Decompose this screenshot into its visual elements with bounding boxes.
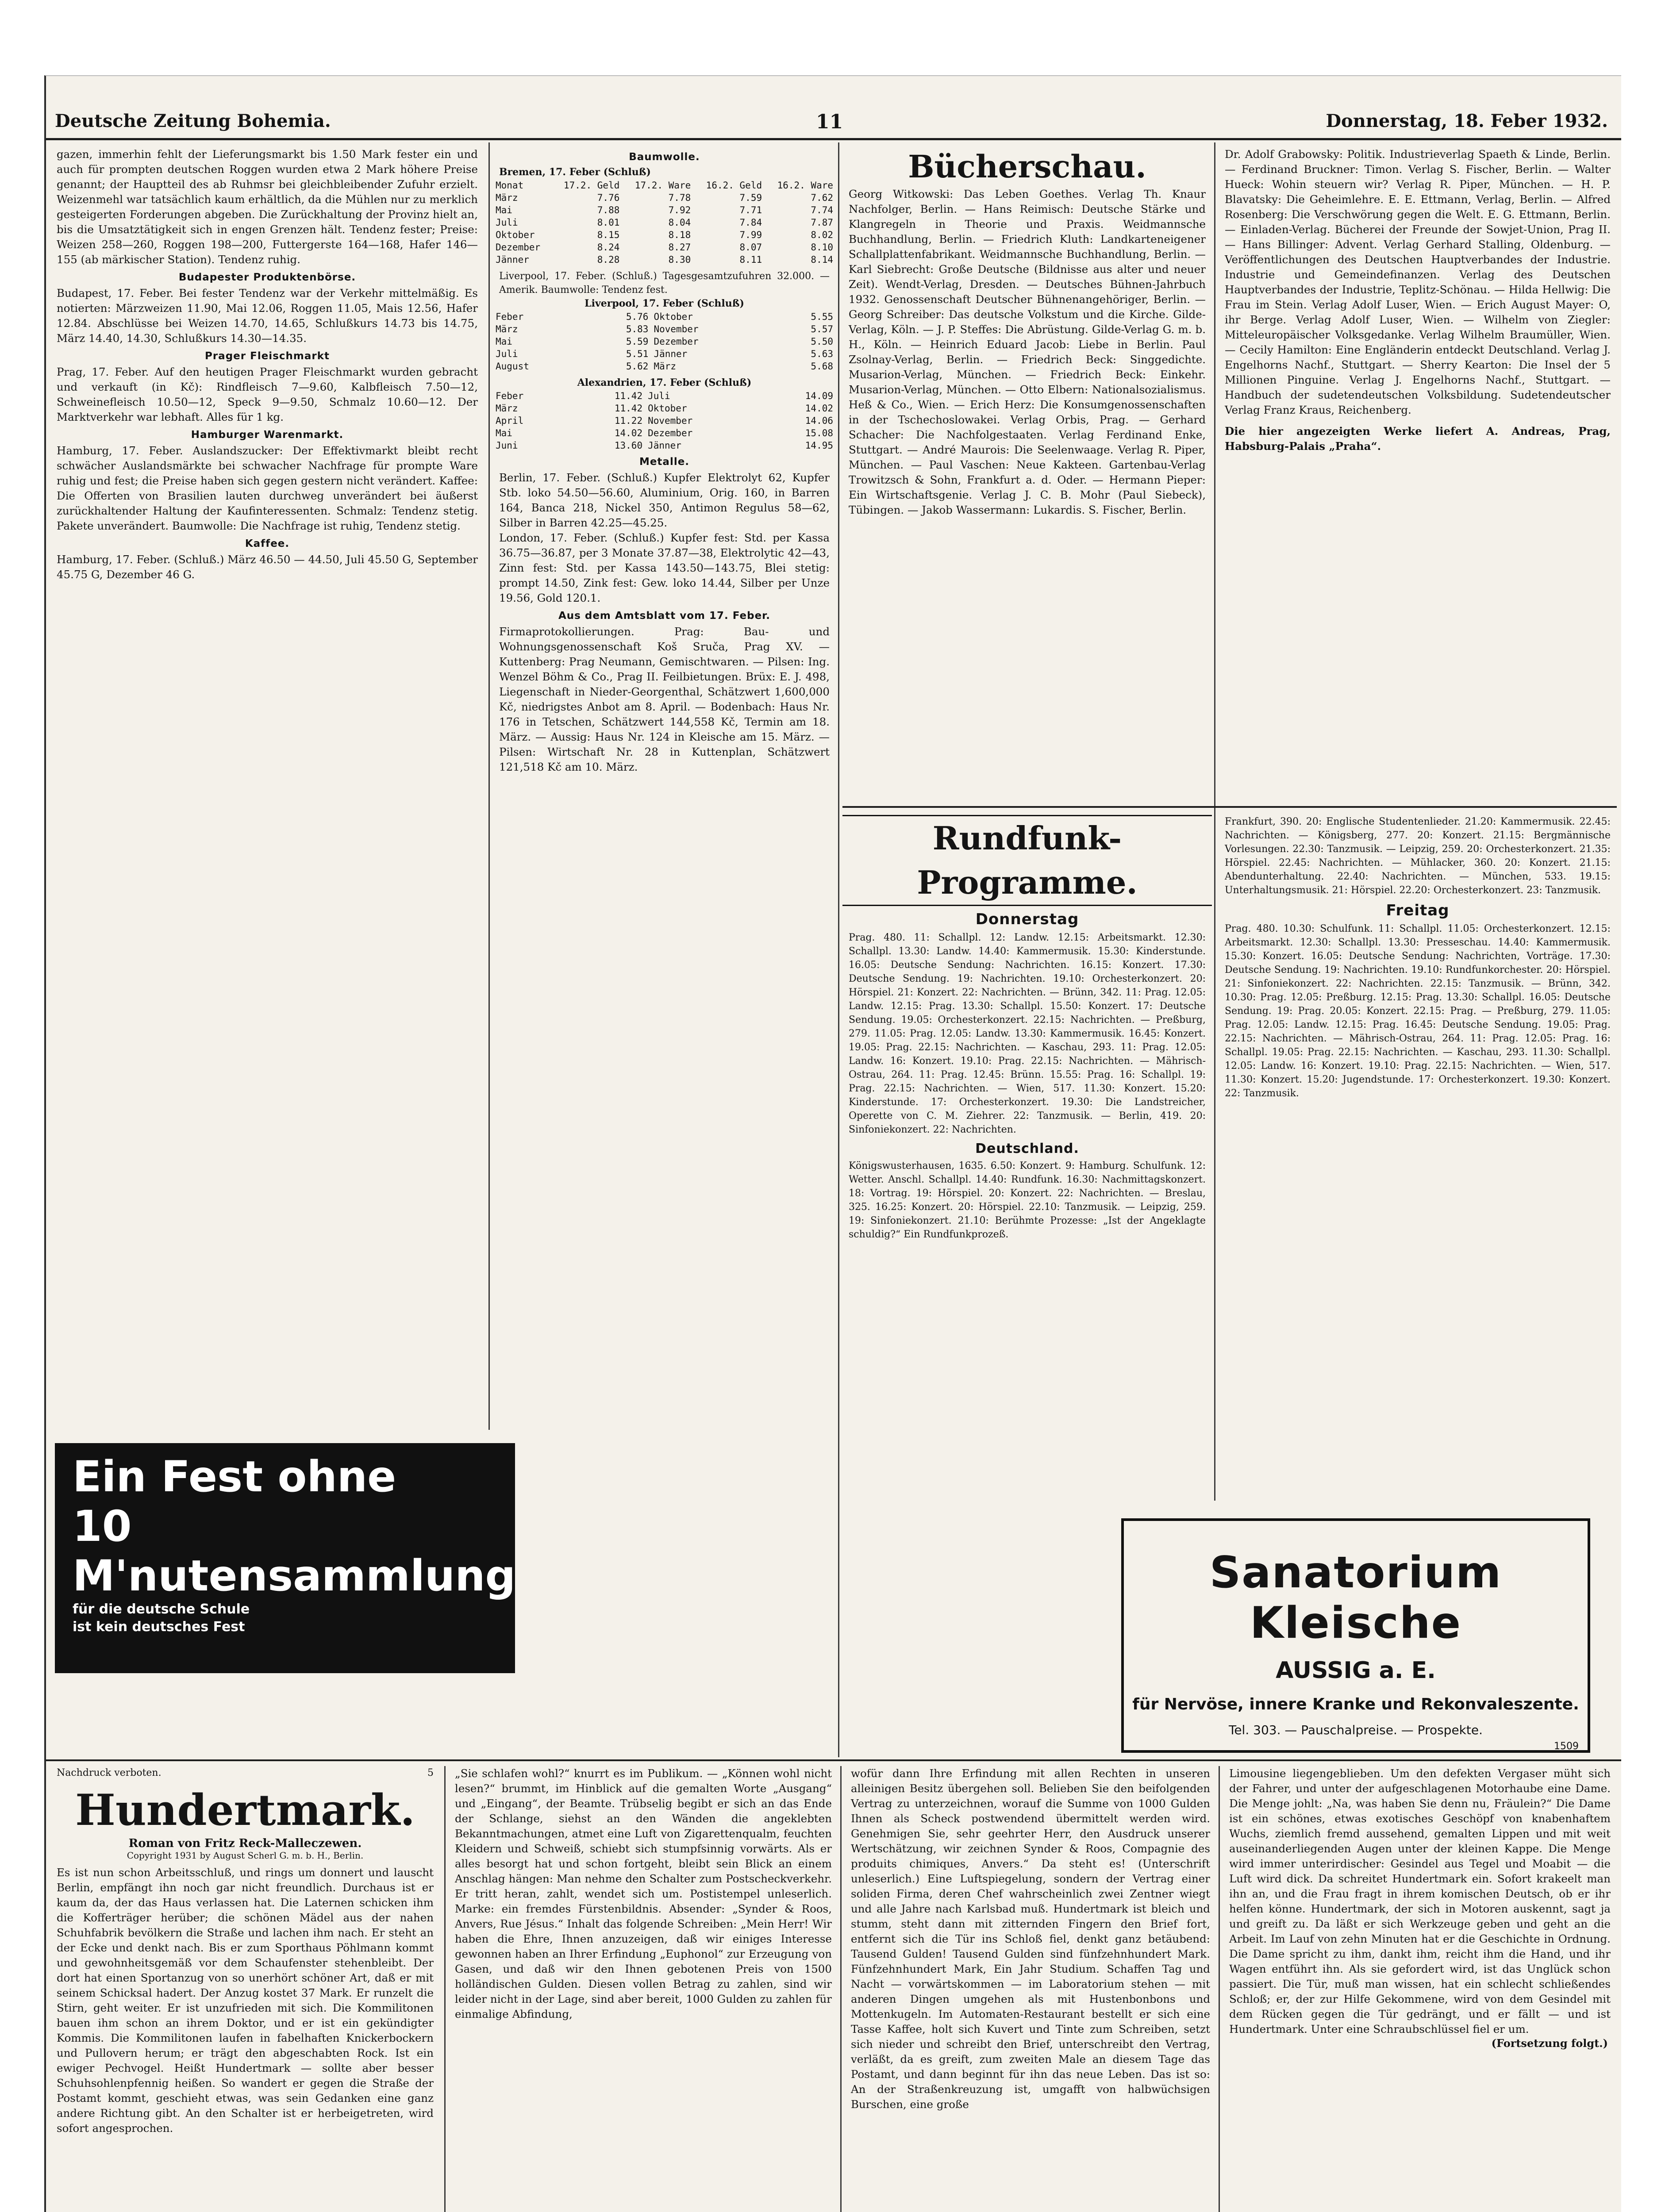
table-cell: 7.59 <box>739 192 762 203</box>
sanatorium-location: AUSSIG a. E. <box>1276 1657 1436 1684</box>
table-cell: Feber <box>496 391 524 401</box>
table-cell: März <box>496 192 518 203</box>
table-cell: 5.51 <box>626 349 649 359</box>
ad-code: 1509 <box>1554 1741 1579 1752</box>
table-cell: 8.11 <box>739 254 762 265</box>
table-row <box>493 216 836 229</box>
gazette-text: Firmaprotokollierungen. Prag: Bau- und Wohnungsgenossenschaft Koš Sruča, Prag XV. — Kuttenberg: Prag Neumann, Gemischtwaren. — Pilsen: Ing. Wenzel Böhm & Co., Prag II. Feilbietungen. Brüx: E. J. 498, Liegenschaft in Nieder-Georgenthal, Schätzwert 1,600,000 Kč, niedrigstes Anbot am 8. April. — Bodenbach: Haus Nr. 176 in Tetschen, Schätzwert 144,558 Kč, Termin am 18. März. — Aussig: Haus Nr. 124 in Kleische am 15. März. — Pilsen: Wirtschaft Nr. 28 in Kuttenplan, Schätzwert 121,518 Kč am 10. März. <box>499 625 833 773</box>
radio-thursday-continued: Frankfurt, 390. 20: Englische Studentenlieder. 21.20: Kammermusik. 22.45: Nachrichten. — Königsberg, 277. 20: Konzert. 21.15: Bergmännische Vorlesungen. 22.30: Tanzmusik. — Leipzig, 259. 20: Orchesterkonzert. 21.35: Hörspiel. 22.45: Nachrichten. — Mühlacker, 360. 20: Konzert. 21.15: Abendunterhaltung. 22.40: Nachrichten. — München, 533. 19.15: Unterhaltungsmusik. 21: Hörspiel. 22.20: Orchesterkonzert. 23: Tanzmusik. <box>1225 816 1614 896</box>
column-rule <box>838 142 839 1757</box>
serial-text: Limousine liegengeblieben. Um den defekten Vergaser müht sich der Fahrer, und unter der aufgeschlagenen Motorhaube eine Dame. Die Menge johlt: „Na, was haben Sie denn nu, Fräulein?“ Die Dame ist ein schönes, etwas exotisches Geschöpf von knabenhaftem Wuchs, ziemlich fremd aussehend, gemalten Lippen und mit weit auseinanderliegenden Augen unter der kleinen Kappe. Die Menge wird immer unterirdischer: Gesindel aus Tegel und Moabit — die Luft wird dick. Da schreitet Hundertmark ein. Sofort krakeelt man ihn an, und die Frau fragt in ihrem komischen Deutsch, ob er ihr helfen könne. Hundertmark, der sich in Motoren auskennt, sagt ja und greift zu. Da läßt er sich Werkzeuge geben und geht an die Arbeit. Im Lauf von zehn Minuten hat er die Geschichte in Ordnung. Die Dame spricht zu ihm, dankt ihm, reicht ihm die Hand, und ihr Wagen entführt ihn. Als sie gefordert wird, ist das Unglück schon passiert. Die Tür, muß man wissen, hat ein schlecht schließendes Schloß; er, der zur Hilfe Gekommene, wird von dem Gesindel mit dem Rücken gegen die Tür gedrängt, und er fällt — und ist Hundertmark. Unter eine Schraubschlüssel fiel er um. <box>1229 1767 1614 2035</box>
table-cell: 11.42 <box>614 403 643 414</box>
table-cell: 7.74 <box>811 205 833 215</box>
table-cell: 7.76 <box>597 192 620 203</box>
radio-title: Rundfunk-Programme. <box>842 815 1212 906</box>
bookseller-note: Die hier angezeigten Werke liefert A. Andreas, Prag, Habsburg-Palais „Praha“. <box>1225 425 1615 453</box>
table-cell: Mai <box>496 428 512 438</box>
page-header <box>46 103 1621 140</box>
table-cell: 8.24 <box>597 242 620 253</box>
book-review-left <box>842 147 1212 802</box>
table-row <box>493 204 836 216</box>
gazette-heading: Aus dem Amtsblatt vom 17. Feber. <box>558 610 770 622</box>
table-cell: Oktober <box>648 403 687 414</box>
table-cell: Mai <box>496 205 512 215</box>
table-cell: 14.09 <box>805 391 833 401</box>
prague-meat-heading: Prager Fleischmarkt <box>204 350 330 362</box>
table-cell: Juli <box>496 349 518 359</box>
serial-notice-row <box>50 1766 440 1780</box>
column-rule <box>1214 142 1215 1501</box>
table-cell: 11.22 <box>614 415 643 426</box>
table-cell: 8.15 <box>597 230 620 240</box>
book-review-right <box>1219 147 1617 802</box>
continued-note: (Fortsetzung folgt.) <box>1491 2037 1608 2050</box>
ad-line: Ein Fest ohne <box>73 1452 396 1502</box>
book-list-left: Georg Witkowski: Das Leben Goethes. Verlag Th. Knaur Nachfolger, Berlin. — Hans Reimisch: Deutsche Stärke und Klangregeln in Theorie und Praxis. Weidmannsche Buchhandlung, Berlin. — Friedrich Kluth: Landkarteneigener Schallplattenfabrikant. Weidmannsche Buchhandlung, Berlin. — Karl Siebrecht: Große Deutsche (Bildnisse aus alter und neuer Zeit). Wendt-Verlag, Dresden. — Deutsches Bühnen-Jahrbuch 1932. Genossenschaft Deutscher Bühnenangehöriger, Berlin. — Georg Schreiber: Das deutsche Volkstum und die Kirche. Gilde-Verlag, Köln. — J. P. Steffes: Die Abrüstung. Gilde-Verlag G. m. b. H., Köln. — Heinrich Eduard Jacob: Liebe in Berlin. Paul Zsolnay-Verlag, Berlin. — Friedrich Beck: Singgedichte. Musarion-Verlag, München. — Friedrich Beck: Einkehr. Musarion-Verlag, München. — Otto Elbern: Nationalsozialismus. Heß & Co., Wien. — Erich Herz: Die Konsumgenossenschaften in der Tschechoslowakei. Verlag Orbis, Prag. — Gerhard Schacher: Die Nachfolgestaaten. Verlag Ferdinand Enke, Stuttgart. — André Maurois: Die Seelenwaage. Verlag R. Piper, München. — Paul Vaschen: Neue Kakteen. Gartenbau-Verlag Trowitzsch & Sohn, Frankfurt a. d. Oder. — Hermann Pieper: Ein Wirtschaftsgenie. Verlag J. C. B. Mohr (Paul Siebeck), Tübingen. — Jakob Wassermann: Lukardis. S. Fischer, Berlin. <box>849 188 1209 516</box>
table-cell: Juli <box>648 391 670 401</box>
radio-germany-schedule: Königswusterhausen, 1635. 6.50: Konzert. 9: Hamburg. Schulfunk. 12: Wetter. Anschl. Schallpl. 14.40: Rundfunk. 16.30: Nachmittagskonzert. 18: Vortrag. 19: Hörspiel. 20: Konzert. 22: Nachrichten. — Breslau, 325. 16.25: Konzert. 20: Hörspiel. 22.10: Tanzmusik. — Leipzig, 259. 19: Sinfoniekonzert. 21.10: Berühmte Prozesse: „Ist der Angeklagte schuldig?“ Ein Rundfunkprozeß. <box>849 1160 1209 1240</box>
table-cell: Juli <box>496 217 518 228</box>
table-row <box>493 348 836 360</box>
table-cell: 13.60 <box>614 440 643 451</box>
table-cell: 14.02 <box>805 403 833 414</box>
table-cell: 7.78 <box>668 192 691 203</box>
table-cell: 14.02 <box>614 428 643 438</box>
table-cell: 8.14 <box>811 254 833 265</box>
table-cell: Dezember <box>648 428 693 438</box>
serial-author: Roman von Fritz Reck-Malleczewen. <box>128 1837 362 1850</box>
budapest-report: Budapest, 17. Feber. Bei fester Tendenz war der Verkehr mittelmäßig. Es notierten: Märzweizen 11.90, Mai 12.06, Roggen 11.05, Mais 12.56, Hafer 12.84. Abschlüsse bei Weizen 14.70, 14.65, Schlußkurs 14.73 bis 14.75, März 14.40, 14.30, Schlußkurs 14.30—14.35. <box>57 287 481 345</box>
table-cell: 5.59 <box>626 336 649 347</box>
table-header-cell: 16.2. Geld <box>706 180 762 191</box>
table-cell: August <box>496 361 529 372</box>
table-cell: März <box>496 324 518 334</box>
table-cell: 8.27 <box>668 242 691 253</box>
radio-thursday-schedule: Prag. 480. 11: Schallpl. 12: Landw. 12.15: Arbeitsmarkt. 12.30: Schallpl. 13.30: Landw. 14.40: Kammermusik. 15.30: Kinderstunde. 16.05: Deutsche Sendung: Nachrichten. 16.15: Konzert. 17.30: Deutsche Sendung. 19: Nachrichten. 19.10: Orchesterkonzert. 20: Hörspiel. 21: Konzert. 22: Nachrichten. — Brünn, 342. 11: Prag. 12.05: Landw. 12.15: Prag. 13.30: Schallpl. 15.50: Konzert. 17: Deutsche Sendung. 19.05: Orchesterkonzert. 22.15: Nachrichten. — Preßburg, 279. 11.05: Prag. 12.05: Landw. 13.30: Kammermusik. 16.45: Konzert. 19.05: Prag. 22.15: Nachrichten. — Kaschau, 293. 11: Prag. 12.05: Landw. 16: Konzert. 19.10: Prag. 22.15: Nachrichten. — Mährisch-Ostrau, 264. 11: Prag. 12.45: Brünn. 15.55: Prag. 16: Schallpl. 19: Prag. 22.15: Nachrichten. — Wien, 517. 11.30: Konzert. 15.20: Kinderstunde. 17: Orchesterkonzert. 19.30: Die Landstreicher, Operette von C. M. Ziehrer. 22: Tanzmusik. — Berlin, 419. 20: Sinfoniekonzert. 22: Nachrichten. <box>849 932 1209 1135</box>
serial-column-3 <box>845 1766 1216 2212</box>
table-cell: 7.99 <box>739 230 762 240</box>
alexandria-cotton-table <box>493 390 836 452</box>
table-cell: Jänner <box>654 349 688 359</box>
market-intro: gazen, immerhin fehlt der Lieferungsmarkt bis 1.50 Mark fester ein und auch für prompten deutschen Roggen wurden etwa 2 Mark höhere Preise genannt; der Hauptteil des ab Ruhmsr bei gleichbleibender Zufuhr erzielt. Weizenmehl war tatsächlich kaum erhältlich, da die Mühlen nur zu merklich gesteigerten Forderungen abgeben. Die Zurückhaltung der Provinz hielt an, bis die Umsatztätigkeit sich in engen Grenzen hält. Tendenz fester; Preise: Weizen 258—260, Roggen 198—200, Futtergerste 164—168, Hafer 146—155 (ab märkischer Station). Tendenz ruhig. <box>57 148 481 266</box>
alexandria-label: Alexandrien, 17. Feber (Schluß) <box>577 377 752 388</box>
table-row <box>493 323 836 335</box>
hamburg-heading: Hamburger Warenmarkt. <box>191 429 344 441</box>
school-collection-ad <box>55 1443 515 1673</box>
table-row <box>493 439 836 452</box>
table-row <box>493 335 836 348</box>
table-cell: 7.84 <box>739 217 762 228</box>
table-row <box>493 229 836 241</box>
table-cell: 7.88 <box>597 205 620 215</box>
serial-title: Hundertmark. <box>75 1785 415 1835</box>
table-cell: 5.63 <box>811 349 833 359</box>
liverpool-note: Liverpool, 17. Feber. (Schluß.) Tagesgesamtzufuhren 32.000. — Amerik. Baumwolle: Tendenz fest. <box>499 271 833 296</box>
table-cell: 15.08 <box>805 428 833 438</box>
table-cell: 11.42 <box>614 391 643 401</box>
table-cell: 14.06 <box>805 415 833 426</box>
serial-text: Es ist nun schon Arbeitsschluß, und rings um donnert und lauscht Berlin, empfängt ihn noch gar nicht freundlich. Durchaus ist er kaum da, der das Haus verlassen hat. Die Laternen schicken ihm die Kofferträger herüber; die schönen Mädel aus der nahen Schuhfabrik bevölkern die Straße und lachen ihm nach. Er steht an der Ecke und denkt nach. Bis er zum Sporthaus Pöhlmann kommt und gewohnheitsgemäß vor dem Schaufenster stehenbleibt. Der dort hat einen Sportanzug von so unerhört schöner Art, daß er mit seinem Schicksal hadert. Der Anzug kostet 37 Mark. Er runzelt die Stirn, geht weiter. Er ist unzufrieden mit sich. Die Kommilitonen bauen ihm schon an ihrem Doktor, und er ist ein gekündigter Kommis. Die Kommilitonen laufen in fabelhaften Knickerbockern und Pullovern herum; er trägt den abgeschabten Rock. Ist ein ewiger Pechvogel. Heißt Hundertmark — sollte aber besser Schuhsohlenpfennig heißen. So wandert er gegen die Straße der Postamt kommt, geschieht etwas, was sein Gedanken eine ganz andere Richtung gibt. An den Schalter ist er herbeigetreten, wird sofort angesprochen. <box>57 1866 437 2135</box>
table-cell: 5.50 <box>811 336 833 347</box>
table-cell: Dezember <box>496 242 541 253</box>
ad-line: 10 M'nutensammlung <box>73 1502 516 1601</box>
bremen-label: Bremen, 17. Feber (Schluß) <box>499 166 651 178</box>
table-header-row <box>493 179 836 192</box>
page-number: 11 <box>816 111 843 133</box>
table-row <box>493 390 836 402</box>
radio-day-friday: Freitag <box>1386 902 1450 919</box>
table-cell: 5.57 <box>811 324 833 334</box>
table-header-cell: 16.2. Ware <box>777 180 833 191</box>
table-row <box>493 253 836 266</box>
column-rule <box>840 1766 842 2212</box>
radio-programme-right <box>1219 815 1617 1505</box>
coffee-heading: Kaffee. <box>245 538 290 549</box>
table-cell: 5.55 <box>811 311 833 322</box>
table-cell: 5.76 <box>626 311 649 322</box>
table-cell: 8.10 <box>811 242 833 253</box>
table-header-cell: 17.2. Geld <box>563 180 620 191</box>
table-cell: 7.71 <box>739 205 762 215</box>
installment-number: 5 <box>427 1767 434 1778</box>
table-cell: März <box>654 361 677 372</box>
radio-day-thursday: Donnerstag <box>975 910 1079 928</box>
table-cell: Oktober <box>496 230 535 240</box>
ad-line: ist kein deutsches Fest <box>73 1619 245 1635</box>
table-cell: April <box>496 415 524 426</box>
table-cell: 8.18 <box>668 230 691 240</box>
column-rule <box>488 142 490 1430</box>
table-row <box>493 241 836 253</box>
reprint-notice: Nachdruck verboten. <box>57 1767 162 1778</box>
ad-line: für die deutsche Schule <box>73 1601 250 1617</box>
metals-heading: Metalle. <box>639 456 690 468</box>
sanatorium-name: Sanatorium Kleische <box>1209 1548 1502 1648</box>
serial-column-2 <box>449 1766 838 2212</box>
table-row <box>493 311 836 323</box>
hamburg-report: Hamburg, 17. Feber. Auslandszucker: Der Effektivmarkt bleibt recht schwächer Auslandsmärkte bei schwacher Nachfrage für prompte Ware ruhig und fest; die Preise haben sich gegen gestern nicht verändert. Kaffee: Die Offerten von Brasilien lauten durchweg unverändert bei äußerst zurückhaltender Haltung der Kaufinteressenten. Schmalz: Tendenz stetig. Pakete unverändert. Baumwolle: Die Nachfrage ist ruhig, Tendenz stetig. <box>57 444 481 532</box>
table-cell: 8.07 <box>739 242 762 253</box>
table-cell: 5.83 <box>626 324 649 334</box>
serial-column-4 <box>1223 1766 1617 2212</box>
table-cell: Jänner <box>496 254 529 265</box>
coffee-report: Hamburg, 17. Feber. (Schluß.) März 46.50 — 44.50, Juli 45.50 G, September 45.75 G, Dezember 46 G. <box>57 553 481 581</box>
serial-copyright: Copyright 1931 by August Scherl G. m. b. H., Berlin. <box>127 1850 364 1861</box>
sanatorium-purpose: für Nervöse, innere Kranke und Rekonvaleszente. <box>1132 1695 1579 1713</box>
table-header-cell: Monat <box>496 180 524 191</box>
table-row <box>493 415 836 427</box>
table-cell: 7.87 <box>811 217 833 228</box>
column-rule <box>444 1766 446 2212</box>
liverpool-cotton-table <box>493 311 836 373</box>
table-cell: 5.62 <box>626 361 649 372</box>
bremen-cotton-table <box>493 179 836 266</box>
market-reports <box>50 147 484 1430</box>
table-cell: 8.30 <box>668 254 691 265</box>
serial-text: wofür dann Ihre Erfindung mit allen Rechten in unseren alleinigen Besitz übergehen soll. Belieben Sie den beifolgenden Vertrag zu unterzeichnen, worauf die Summe von 1000 Gulden Ihnen als Scheck postwendend übermittelt werden wird. Genehmigen Sie, sehr geehrter Herr, den Ausdruck unserer Wertschätzung, wir zeichnen Synder & Roos, Compagnie des produits chimiques, Anvers.“ Da steht es! (Unterschrift unleserlich.) Eine Luftspiegelung, sondern der Vertrag einer soliden Firma, deren Chef wahrscheinlich zwei Zentner wiegt und alle Jahre nach Karlsbad muß. Hundertmark ist bleich und stumm, steht dann mit zitternden Fingern den Brief fort, entfernt sich die Tür ins Schloß fiel, denkt ganz betäubend: Tausend Gulden! Tausend Gulden sind fünfzehnhundert Mark. Fünfzehnhundert Mark, Ein Jahr Studium. Schaffen Tag und Nacht — vorwärtskommen — im Laboratorium stehen — mit anderen Dingen umgehen als mit Hustenbonbons und Mottenkugeln. Im Automaten-Restaurant bestellt er sich eine Tasse Kaffee, holt sich Kuvert und Tinte zum Schreiben, setzt sich nieder und schreibt den Brief, unterschreibt den Vertrag, verläßt, da es greift, zum zweiten Male an diesem Tage das Postamt, und dann beginnt für ihn das neue Leben. Das ist so: An der Straßenkreuzung ist, umgafft von halbwüchsigen Burschen, eine große <box>851 1767 1214 2111</box>
table-cell: Jänner <box>648 440 681 451</box>
table-cell: 7.62 <box>811 192 833 203</box>
table-cell: 8.04 <box>668 217 691 228</box>
radio-friday-schedule: Prag. 480. 10.30: Schulfunk. 11: Schallpl. 11.05: Orchesterkonzert. 12.15: Arbeitsmarkt. 12.30: Schallpl. 13.30: Presseschau. 14.40: Kammermusik. 15.30: Konzert. 16.05: Deutsche Sendung: Nachrichten, Vorträge. 17.30: Deutsche Sendung. 19: Nachrichten. 19.10: Rundfunkorchester. 20: Hörspiel. 21: Sinfoniekonzert. 22: Nachrichten. 22.15: Tanzmusik. — Brünn, 342. 10.30: Prag. 12.05: Preßburg. 12.15: Prag. 13.30: Schallpl. 16.05: Deutsche Sendung. 19: Prag. 20.05: Konzert. 22.15: Prag. — Preßburg, 279. 11.05: Prag. 12.05: Landw. 12.15: Prag. 16.45: Deutsche Sendung. 19.05: Prag. 22.15: Nachrichten. — Mährisch-Ostrau, 264. 11: Prag. 12.05: Prag. 16: Schallpl. 19.05: Prag. 22.15: Nachrichten. — Kaschau, 293. 11.30: Schallpl. 12.05: Landw. 16: Konzert. 19.10: Prag. 22.15: Nachrichten. — Wien, 517. 11.30: Konzert. 15.20: Jugendstunde. 17: Orchesterkonzert. 19.30: Konzert. 22: Tanzmusik. <box>1225 923 1614 1099</box>
newspaper-name: Deutsche Zeitung Bohemia. <box>55 111 331 131</box>
table-row <box>493 192 836 204</box>
table-cell: Mai <box>496 336 512 347</box>
radio-germany-heading: Deutschland. <box>975 1141 1079 1156</box>
section-rule <box>842 806 1617 808</box>
prague-meat-report: Prag, 17. Feber. Auf den heutigen Prager Fleischmarkt wurden gebracht und verkauft (in Kč): Rindfleisch 7—9.60, Kalbfleisch 7.50—12, Schweinefleisch 10.50—12, Speck 9—9.50, Schmalz 10.60—12. Der Marktverkehr war lebhaft. Alles für 1 kg. <box>57 365 481 423</box>
table-cell: Juni <box>496 440 518 451</box>
metals-berlin: Berlin, 17. Feber. (Schluß.) Kupfer Elektrolyt 62, Kupfer Stb. loko 54.50—56.60, Aluminium, Orig. 160, in Barren 164, Banca 218, Nickel 350, Antimon Regulus 58—62, Silber in Barren 42.25—45.25. <box>499 471 833 529</box>
liverpool-label: Liverpool, 17. Feber (Schluß) <box>584 298 744 309</box>
feuilleton-rule <box>46 1759 1621 1761</box>
column-rule <box>1219 1766 1220 2212</box>
table-header-cell: 17.2. Ware <box>634 180 691 191</box>
table-cell: 14.95 <box>805 440 833 451</box>
book-review-title: Bücherschau. <box>908 148 1146 185</box>
table-cell: 8.01 <box>597 217 620 228</box>
table-cell: 5.68 <box>811 361 833 372</box>
table-cell: November <box>648 415 693 426</box>
commodities-column <box>493 147 836 1757</box>
table-cell: 8.02 <box>811 230 833 240</box>
sanatorium-ad <box>1121 1518 1590 1753</box>
table-cell: Oktober <box>654 311 693 322</box>
table-cell: Feber <box>496 311 524 322</box>
budapest-heading: Budapester Produktenbörse. <box>178 272 356 283</box>
newspaper-page <box>44 75 1621 2212</box>
table-cell: Dezember <box>654 336 699 347</box>
book-list-right: Dr. Adolf Grabowsky: Politik. Industrieverlag Spaeth & Linde, Berlin. — Ferdinand Bruckner: Timon. Verlag S. Fischer, Berlin. — Walter Hueck: Wohin steuern wir? Verlag R. Piper, München. — H. P. Blavatsky: Die Geheimlehre. E. E. Ettmann, Verlag, Berlin. — Alfred Rosenberg: Die Verschwörung gegen die Welt. E. G. Ettmann, Berlin. — Einladen-Verlag. Bücherei der Freunde der Sowjet-Union, Prag II. — Hans Billinger: Advent. Verlag Gerhard Stalling, Oldenburg. — Veröffentlichungen des Deutschen Hauptverbandes der Industrie. Industrie und Gemeindefinanzen. Verlag des Deutschen Hauptverbandes der Industrie, Teplitz-Schönau. — Hilda Hellwig: Die Frau im Stein. Verlag Adolf Luser, Wien. — Erich August Mayer: O, ihr Berge. Verlag Adolf Luser, Wien. — Wilhelm von Ziegler: Mitteleuropäischer Volksgedanke. Verlag Wilhelm Braumüller, Wien. — Cecily Hamilton: Eine Engländerin entdeckt Deutschland. Verlag J. Engelhorns Nachf., Stuttgart. — Sherry Kearton: Die Insel der 5 Millionen Pinguine. Verlag J. Engelhorns Nachf., Stuttgart. — Handbuch der sudetendeutschen Volksbildung. Sudetendeutscher Verlag Franz Kraus, Reichenberg. <box>1225 148 1614 416</box>
issue-date: Donnerstag, 18. Feber 1932. <box>1326 111 1608 131</box>
serial-text: „Sie schlafen wohl?“ knurrt es im Publikum. — „Können wohl nicht lesen?“ brummt, im Hinblick auf die gemalten Worte „Ausgang“ und „Eingang“, der Beamte. Trübselig begibt er sich an das Ende der Schlange, siehst an den Wänden die angeklebten Bekanntmachungen, atmet eine Luft von Zigarettenqualm, feuchten Kleidern und Schweiß, schiebt sich stumpfsinnig vorwärts. Als er alles besorgt hat und schon fortgeht, bleibt sein Blick an einem Anschlag hängen: Man nehme den Schalter zum Postscheckverkehr. Er tritt heran, zahlt, wendet sich um. Postistempel unleserlich. Marke: ein fremdes Fürstenbildnis. Absender: „Synder & Roos, Anvers, Rue Jésus.“ Inhalt das folgende Schreiben: „Mein Herr! Wir haben die Ehre, Ihnen anzuzeigen, daß wir einiges Interesse gewonnen haben an Ihrer Erfindung „Euphonol“ zur Erzeugung von Gasen, und daß wir den Ihnen gebotenen Preis von 1500 holländischen Gulden. Diesen vollen Betrag zu zahlen, sind wir leider nicht in der Lage, sind aber bereit, 1000 Gulden zu zahlen für einmalige Abfindung, <box>455 1767 835 2020</box>
table-cell: 8.28 <box>597 254 620 265</box>
metals-london: London, 17. Feber. (Schluß.) Kupfer fest: Std. per Kassa 36.75—36.87, per 3 Monate 37.87—38, Elektrolytic 42—43, Zinn fest: Std. per Kassa 143.50—143.75, Blei stetig: prompt 14.50, Zink fest: Gew. loko 14.44, Silber per Unze 19.56, Gold 120.1. <box>499 531 833 604</box>
table-cell: März <box>496 403 518 414</box>
cotton-heading: Baumwolle. <box>629 151 700 163</box>
table-cell: November <box>654 324 699 334</box>
table-row <box>493 360 836 373</box>
sanatorium-contact: Tel. 303. — Pauschalpreise. — Prospekte. <box>1228 1723 1483 1737</box>
table-cell: 7.92 <box>668 205 691 215</box>
serial-column-1 <box>50 1766 440 2212</box>
table-row <box>493 427 836 439</box>
table-row <box>493 402 836 415</box>
